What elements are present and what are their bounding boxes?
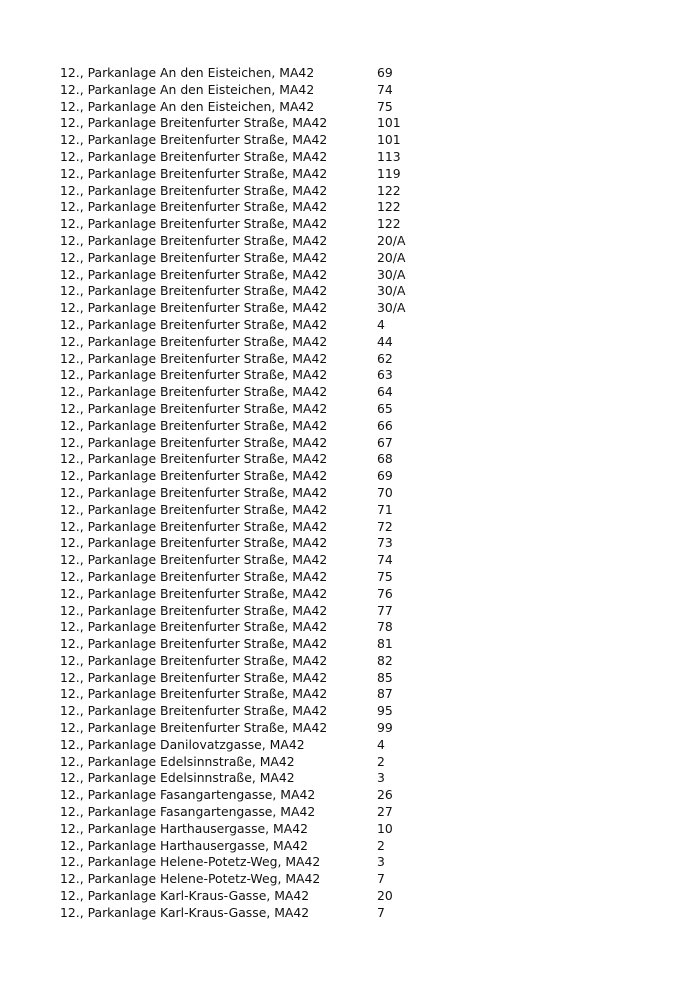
list-item	[60, 821, 660, 838]
list-item	[60, 435, 660, 452]
location-text: 12., Parkanlage Breitenfurter Straße, MA42	[60, 535, 328, 551]
location-text: 12., Parkanlage Breitenfurter Straße, MA42	[60, 568, 328, 584]
list-item	[60, 686, 660, 703]
number-text: 67	[377, 434, 393, 450]
list-item	[60, 468, 660, 485]
location-text: 12., Parkanlage Breitenfurter Straße, MA42	[60, 619, 328, 635]
location-text: 12., Parkanlage Breitenfurter Straße, MA42	[60, 316, 328, 332]
list-item	[60, 99, 660, 116]
location-text: 12., Parkanlage Breitenfurter Straße, MA42	[60, 148, 328, 164]
location-text: 12., Parkanlage Breitenfurter Straße, MA42	[60, 199, 328, 215]
list-item	[60, 804, 660, 821]
list-item	[60, 653, 660, 670]
number-text: 2	[377, 753, 385, 769]
location-text: 12., Parkanlage Breitenfurter Straße, MA42	[60, 350, 328, 366]
list-item	[60, 888, 660, 905]
number-text: 101	[377, 115, 401, 131]
location-text: 12., Parkanlage Breitenfurter Straße, MA42	[60, 384, 328, 400]
number-text: 82	[377, 652, 393, 668]
number-text: 20/A	[377, 249, 406, 265]
location-text: 12., Parkanlage Edelsinnstraße, MA42	[60, 770, 295, 786]
location-text: 12., Parkanlage Breitenfurter Straße, MA42	[60, 552, 328, 568]
list-item	[60, 367, 660, 384]
number-text: 69	[377, 65, 393, 80]
list-item	[60, 636, 660, 653]
number-text: 27	[377, 804, 393, 820]
location-text: 12., Parkanlage Breitenfurter Straße, MA42	[60, 720, 328, 736]
location-text: 12., Parkanlage Breitenfurter Straße, MA42	[60, 686, 328, 702]
number-text: 122	[377, 199, 401, 215]
location-text: 12., Parkanlage Breitenfurter Straße, MA42	[60, 417, 328, 433]
list-item	[60, 418, 660, 435]
number-text: 75	[377, 568, 393, 584]
list-item	[60, 703, 660, 720]
location-text: 12., Parkanlage Harthausergasse, MA42	[60, 820, 308, 836]
list-item	[60, 334, 660, 351]
number-text: 101	[377, 132, 401, 148]
location-text: 12., Parkanlage An den Eisteichen, MA42	[60, 65, 315, 80]
location-text: 12., Parkanlage An den Eisteichen, MA42	[60, 98, 315, 114]
number-text: 20/A	[377, 232, 406, 248]
number-text: 69	[377, 468, 393, 484]
number-text: 72	[377, 518, 393, 534]
list-item	[60, 905, 660, 922]
list-item	[60, 250, 660, 267]
list-item	[60, 871, 660, 888]
number-text: 75	[377, 98, 393, 114]
list-item	[60, 451, 660, 468]
location-text: 12., Parkanlage Breitenfurter Straße, MA42	[60, 400, 328, 416]
number-text: 78	[377, 619, 393, 635]
location-text: 12., Parkanlage Breitenfurter Straße, MA42	[60, 451, 328, 467]
list-item	[60, 737, 660, 754]
list-item	[60, 132, 660, 149]
list-item	[60, 283, 660, 300]
list-item	[60, 619, 660, 636]
location-text: 12., Parkanlage Karl-Kraus-Gasse, MA42	[60, 888, 310, 904]
location-text: 12., Parkanlage Breitenfurter Straße, MA42	[60, 585, 328, 601]
list-item	[60, 552, 660, 569]
list-item	[60, 754, 660, 771]
number-text: 113	[377, 148, 401, 164]
number-text: 68	[377, 451, 393, 467]
number-text: 74	[377, 81, 393, 97]
list-item	[60, 854, 660, 871]
list-item	[60, 216, 660, 233]
list-item	[60, 351, 660, 368]
location-text: 12., Parkanlage Breitenfurter Straße, MA42	[60, 132, 328, 148]
number-text: 66	[377, 417, 393, 433]
location-text: 12., Parkanlage Breitenfurter Straße, MA42	[60, 602, 328, 618]
list-item	[60, 166, 660, 183]
number-text: 10	[377, 820, 393, 836]
number-text: 30/A	[377, 266, 406, 282]
list-item	[60, 603, 660, 620]
location-text: 12., Parkanlage Breitenfurter Straße, MA42	[60, 636, 328, 652]
number-text: 99	[377, 720, 393, 736]
list-item	[60, 317, 660, 334]
list-item	[60, 149, 660, 166]
number-text: 63	[377, 367, 393, 383]
number-text: 64	[377, 384, 393, 400]
number-text: 85	[377, 669, 393, 685]
location-text: 12., Parkanlage Breitenfurter Straße, MA42	[60, 182, 328, 198]
list-item	[60, 838, 660, 855]
number-text: 4	[377, 736, 385, 752]
number-text: 81	[377, 636, 393, 652]
location-text: 12., Parkanlage Karl-Kraus-Gasse, MA42	[60, 904, 310, 920]
number-text: 3	[377, 770, 385, 786]
location-text: 12., Parkanlage Breitenfurter Straße, MA42	[60, 703, 328, 719]
location-text: 12., Parkanlage Breitenfurter Straße, MA42	[60, 300, 328, 316]
location-text: 12., Parkanlage An den Eisteichen, MA42	[60, 81, 315, 97]
number-text: 74	[377, 552, 393, 568]
location-text: 12., Parkanlage Breitenfurter Straße, MA42	[60, 333, 328, 349]
list-item	[60, 787, 660, 804]
list-item	[60, 485, 660, 502]
list-item	[60, 569, 660, 586]
list-item	[60, 586, 660, 603]
number-text: 30/A	[377, 300, 406, 316]
list-item	[60, 384, 660, 401]
number-text: 7	[377, 871, 385, 887]
number-text: 30/A	[377, 283, 406, 299]
list-item	[60, 502, 660, 519]
number-text: 73	[377, 535, 393, 551]
location-text: 12., Parkanlage Breitenfurter Straße, MA42	[60, 266, 328, 282]
number-text: 71	[377, 501, 393, 517]
location-text: 12., Parkanlage Breitenfurter Straße, MA42	[60, 165, 328, 181]
number-text: 70	[377, 484, 393, 500]
location-list	[60, 65, 660, 922]
number-text: 44	[377, 333, 393, 349]
list-item	[60, 770, 660, 787]
location-text: 12., Parkanlage Fasangartengasse, MA42	[60, 787, 316, 803]
number-text: 122	[377, 216, 401, 232]
list-item	[60, 233, 660, 250]
location-text: 12., Parkanlage Helene-Potetz-Weg, MA42	[60, 871, 321, 887]
list-item	[60, 401, 660, 418]
number-text: 119	[377, 165, 401, 181]
number-text: 65	[377, 400, 393, 416]
list-item	[60, 519, 660, 536]
location-text: 12., Parkanlage Breitenfurter Straße, MA42	[60, 484, 328, 500]
location-text: 12., Parkanlage Breitenfurter Straße, MA42	[60, 669, 328, 685]
number-text: 26	[377, 787, 393, 803]
location-text: 12., Parkanlage Breitenfurter Straße, MA42	[60, 501, 328, 517]
list-item	[60, 535, 660, 552]
location-text: 12., Parkanlage Breitenfurter Straße, MA42	[60, 367, 328, 383]
list-item	[60, 670, 660, 687]
number-text: 4	[377, 316, 385, 332]
number-text: 76	[377, 585, 393, 601]
location-text: 12., Parkanlage Edelsinnstraße, MA42	[60, 753, 295, 769]
number-text: 3	[377, 854, 385, 870]
location-text: 12., Parkanlage Breitenfurter Straße, MA42	[60, 249, 328, 265]
list-item	[60, 267, 660, 284]
location-text: 12., Parkanlage Fasangartengasse, MA42	[60, 804, 316, 820]
location-text: 12., Parkanlage Breitenfurter Straße, MA42	[60, 115, 328, 131]
location-text: 12., Parkanlage Breitenfurter Straße, MA42	[60, 232, 328, 248]
list-item	[60, 720, 660, 737]
number-text: 7	[377, 904, 385, 920]
location-text: 12., Parkanlage Helene-Potetz-Weg, MA42	[60, 854, 321, 870]
location-text: 12., Parkanlage Breitenfurter Straße, MA42	[60, 283, 328, 299]
list-item	[60, 199, 660, 216]
list-item	[60, 65, 660, 82]
list-item	[60, 82, 660, 99]
number-text: 122	[377, 182, 401, 198]
location-text: 12., Parkanlage Danilovatzgasse, MA42	[60, 736, 305, 752]
number-text: 2	[377, 837, 385, 853]
number-text: 95	[377, 703, 393, 719]
list-item	[60, 300, 660, 317]
location-text: 12., Parkanlage Breitenfurter Straße, MA42	[60, 468, 328, 484]
number-text: 20	[377, 888, 393, 904]
list-item	[60, 183, 660, 200]
location-text: 12., Parkanlage Breitenfurter Straße, MA42	[60, 652, 328, 668]
location-text: 12., Parkanlage Breitenfurter Straße, MA42	[60, 518, 328, 534]
location-text: 12., Parkanlage Breitenfurter Straße, MA42	[60, 434, 328, 450]
location-text: 12., Parkanlage Breitenfurter Straße, MA42	[60, 216, 328, 232]
location-text: 12., Parkanlage Harthausergasse, MA42	[60, 837, 308, 853]
list-item	[60, 115, 660, 132]
number-text: 62	[377, 350, 393, 366]
number-text: 87	[377, 686, 393, 702]
number-text: 77	[377, 602, 393, 618]
